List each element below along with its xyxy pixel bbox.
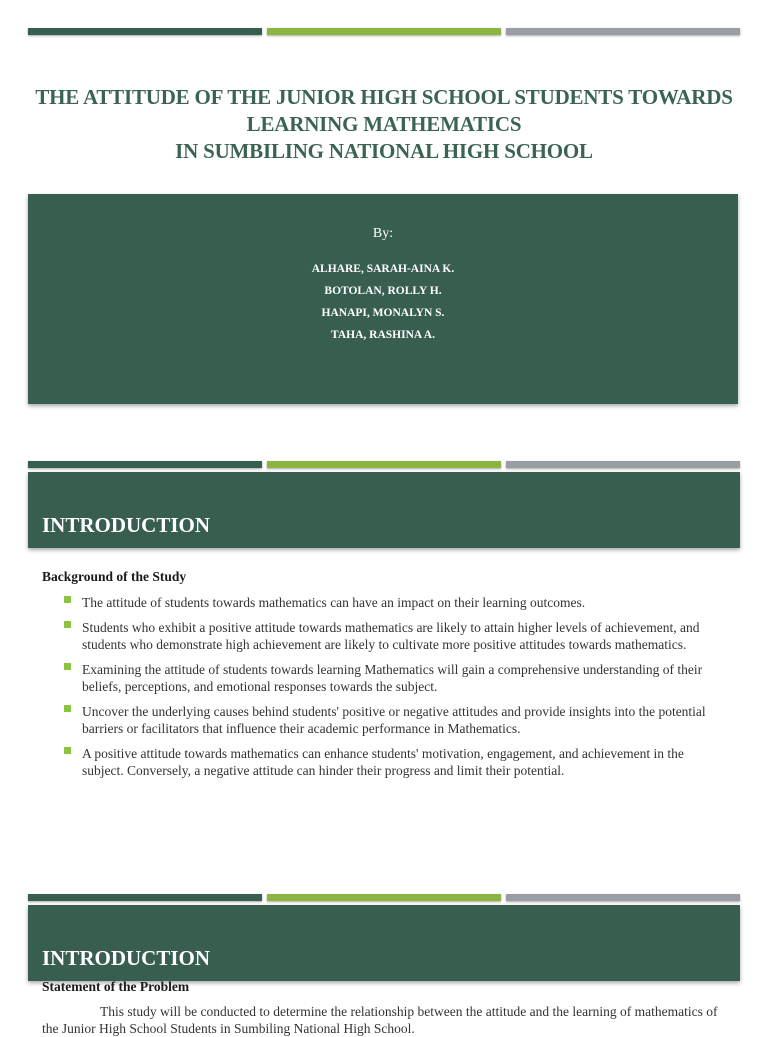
bullet-square-icon <box>64 705 71 712</box>
bullet-text: A positive attitude towards mathematics can enhance students' motivation, engagement, and achievement in the subject. Conversely, a negative attitude can hinder their progress and limit their potential. <box>82 746 684 778</box>
stripe-light-green <box>267 28 501 35</box>
by-label: By: <box>372 226 394 241</box>
bullet-square-icon <box>64 596 71 603</box>
author-name: ALHARE, SARAH-AINA K. <box>311 263 455 275</box>
background-subheading: Background of the Study <box>42 569 187 584</box>
slide2-header-bar <box>28 472 740 548</box>
slide3-header-bar <box>28 905 740 981</box>
title-line-3: IN SUMBILING NATIONAL HIGH SCHOOL <box>175 139 593 163</box>
background-bullet-list <box>64 594 724 787</box>
stripe-light-green <box>267 461 501 468</box>
author-list <box>28 258 738 346</box>
author-name: TAHA, RASHINA A. <box>331 329 435 341</box>
bullet-square-icon <box>64 663 71 670</box>
slide2-header-title: INTRODUCTION <box>42 513 211 537</box>
stripe-gray <box>506 461 740 468</box>
list-item <box>64 619 724 653</box>
stripe-dark-green <box>28 894 262 901</box>
stripe-dark-green <box>28 28 262 35</box>
author-name: BOTOLAN, ROLLY H. <box>324 285 442 297</box>
bullet-text: Examining the attitude of students towards learning Mathematics will gain a comprehensive understanding of their beliefs, perceptions, and emotional responses towards the subject. <box>82 662 703 694</box>
slide3-accent-stripe <box>28 894 740 902</box>
top-accent-stripe <box>28 28 740 36</box>
stripe-light-green <box>267 894 501 901</box>
slide3-header-title: INTRODUCTION <box>42 946 211 970</box>
bullet-text: Uncover the underlying causes behind students' positive or negative attitudes and provide insights into the potential barriers or facilitators that influence their academic performance in Mathematics. <box>82 704 706 736</box>
title-line-2: LEARNING MATHEMATICS <box>246 112 522 136</box>
list-item <box>64 745 724 779</box>
author-box <box>28 194 738 404</box>
bullet-square-icon <box>64 621 71 628</box>
stripe-gray <box>506 894 740 901</box>
author-name: HANAPI, MONALYN S. <box>321 307 445 319</box>
list-item <box>64 594 724 611</box>
stripe-gray <box>506 28 740 35</box>
title-line-1: THE ATTITUDE OF THE JUNIOR HIGH SCHOOL STUDENTS TOWARDS <box>35 85 733 109</box>
presentation-title <box>0 84 768 165</box>
bullet-square-icon <box>64 747 71 754</box>
bullet-text: The attitude of students towards mathematics can have an impact on their learning outcomes. <box>82 595 586 610</box>
list-item <box>64 661 724 695</box>
problem-subheading: Statement of the Problem <box>42 979 190 994</box>
stripe-dark-green <box>28 461 262 468</box>
slide2-accent-stripe <box>28 461 740 469</box>
bullet-text: Students who exhibit a positive attitude towards mathematics are likely to attain higher levels of achievement, and students who demonstrate high achievement are likely to cultivate more positive attitudes towards mathematics. <box>82 620 700 652</box>
problem-paragraph: This study will be conducted to determine the relationship between the attitude and the learning of mathematics of the Junior High School Students in Sumbiling National High School. <box>42 1004 718 1036</box>
list-item <box>64 703 724 737</box>
